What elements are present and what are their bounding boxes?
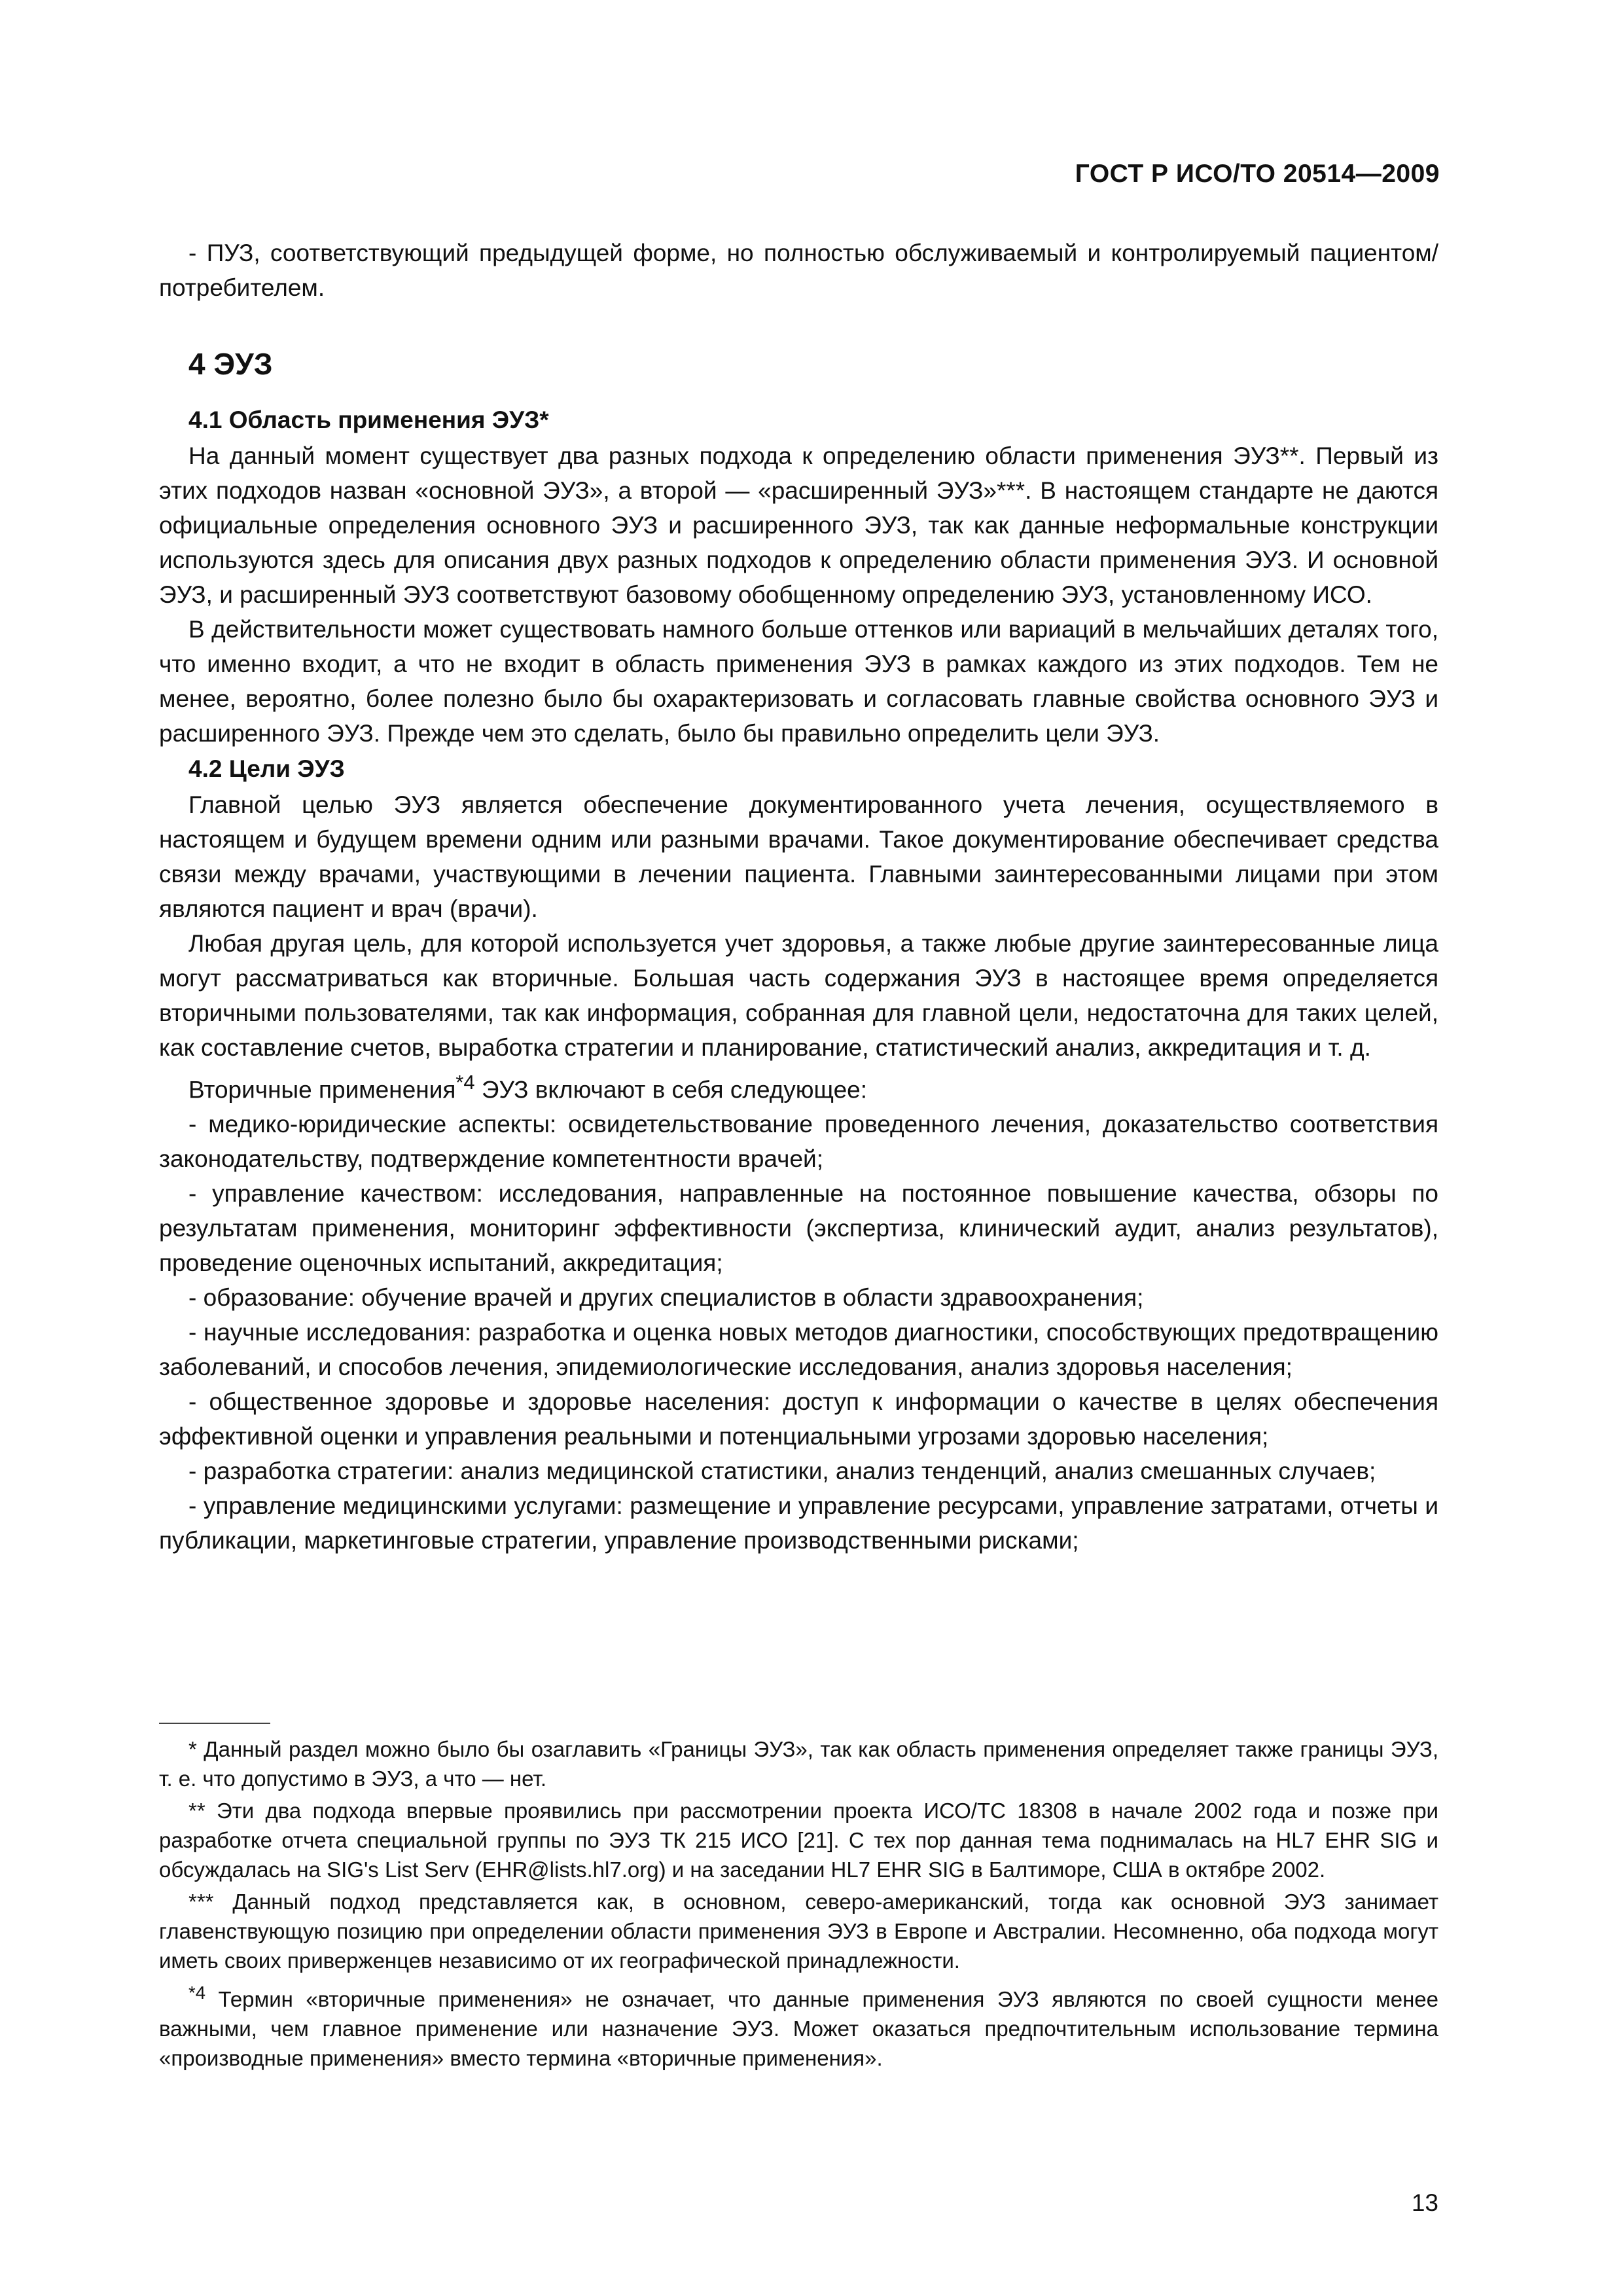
list-item: - научные исследования: разработка и оценка новых методов диагностики, способствующих предотвращению заболеваний, и способов лечения, эпидемиологические исследования, анализ здоровья населения; [159,1319,1438,1381]
paragraph-text: Вторичные применения [188,1076,456,1103]
paragraph-text: ЭУЗ включают в себя следующее: [474,1076,868,1103]
page-number: 13 [1411,2189,1438,2216]
running-header: ГОСТ Р ИСО/ТО 20514—2009 [1075,160,1440,188]
paragraph [159,1065,1438,1107]
list-item: - общественное здоровье и здоровье населения: доступ к информации о качестве в целях обеспечения эффективной оценки и управления реальными и потенциальными угрозами здоровью населения; [159,1388,1438,1450]
paragraph: Главной целью ЭУЗ является обеспечение документированного учета лечения, осуществляемого в настоящем и будущем времени одним или разными врачами. Такое документирование обеспечивает средства связи между врачами, участвующими в лечении пациента. Главными заинтересованными лицами при этом являются пациент и врач (врачи). [159,791,1438,922]
list-item: - управление медицинскими услугами: размещение и управление ресурсами, управление затратами, отчеты и публикации, маркетинговые стратегии, управление производственными рисками; [159,1492,1438,1554]
section-title: 4 ЭУЗ [188,347,273,381]
footnote-marker: *4 [188,1982,205,2003]
list-item: - управление качеством: исследования, направленные на постоянное повышение качества, обзоры по результатам применения, мониторинг эффективности (экспертиза, клинический аудит, анализ результатов), проведение оценочных испытаний, аккредитация; [159,1180,1438,1277]
footnote [159,1978,1438,2073]
subsection-title-4-2: 4.2 Цели ЭУЗ [188,755,345,782]
footnote-divider [159,1723,270,1724]
list-item: - разработка стратегии: анализ медицинской статистики, анализ тенденций, анализ смешанных случаев; [188,1458,1376,1485]
footnote-text: Термин «вторичные применения» не означает, что данные применения ЭУЗ являются по своей сущности менее важными, чем главное применение или назначение ЭУЗ. Может оказаться предпочтительным использование термина «производные применения» вместо термина «вторичные применения». [159,1987,1438,2070]
footnote: *** Данный подход представляется как, в основном, северо-американский, тогда как основной ЭУЗ занимает главенствующую позицию при определении области применения ЭУЗ в Европе и Австралии. Несомненно, оба подхода могут иметь своих приверженцев независимо от их географической принадлежности. [159,1890,1438,1973]
main-content [159,236,1438,1558]
paragraph: На данный момент существует два разных подхода к определению области применения ЭУЗ**. Первый из этих подходов назван «основной ЭУЗ», а второй — «расширенный ЭУЗ»***. В настоящем стандарте не даются официальные определения основного ЭУЗ и расширенного ЭУЗ, так как данные неформальные конструкции используются здесь для описания двух разных подходов к определению области применения ЭУЗ. И основной ЭУЗ, и расширенный ЭУЗ соответствуют базовому обобщенному определению ЭУЗ, установленному ИСО. [159,442,1438,608]
paragraph: Любая другая цель, для которой используется учет здоровья, а также любые другие заинтересованные лица могут рассматриваться как вторичные. Большая часть содержания ЭУЗ в настоящее время определяется вторичными пользователями, так как информация, собранная для главной цели, недостаточна для таких целей, как составление счетов, выработка стратегии и планирование, статистический анализ, аккредитация и т. д. [159,930,1438,1061]
intro-list-item: - ПУЗ, соответствующий предыдущей форме, но полностью обслуживаемый и контролируемый пациентом/потребителем. [159,240,1438,301]
footnote: ** Эти два подхода впервые проявились при рассмотрении проекта ИСО/ТС 18308 в начале 2002 года и позже при разработке отчета специальной группы по ЭУЗ ТК 215 ИСО [21]. С тех пор данная тема поднималась на HL7 EHR SIG и обсуждалась на SIG's List Serv (EHR@lists.hl7.org) и на заседании HL7 EHR SIG в Балтиморе, США в октябре 2002. [159,1799,1438,1882]
list-item: - медико-юридические аспекты: освидетельствование проведенного лечения, доказательство соответствия законодательству, подтверждение компетентности врачей; [159,1111,1438,1173]
paragraph: В действительности может существовать намного больше оттенков или вариаций в мельчайших деталях того, что именно входит, а что не входит в область применения ЭУЗ в рамках каждого из этих подходов. Тем не менее, вероятно, более полезно было бы охарактеризовать и согласовать главные свойства основного ЭУЗ и расширенного ЭУЗ. Прежде чем это сделать, было бы правильно определить цели ЭУЗ. [159,616,1438,747]
footnote-marker: *4 [455,1071,475,1094]
list-item: - образование: обучение врачей и других специалистов в области здравоохранения; [188,1284,1144,1312]
footnotes [159,1734,1438,2075]
subsection-title-4-1: 4.1 Область применения ЭУЗ* [188,406,549,433]
footnote: * Данный раздел можно было бы озаглавить «Границы ЭУЗ», так как область применения определяет также границы ЭУЗ, т. е. что допустимо в ЭУЗ, а что — нет. [159,1737,1438,1791]
